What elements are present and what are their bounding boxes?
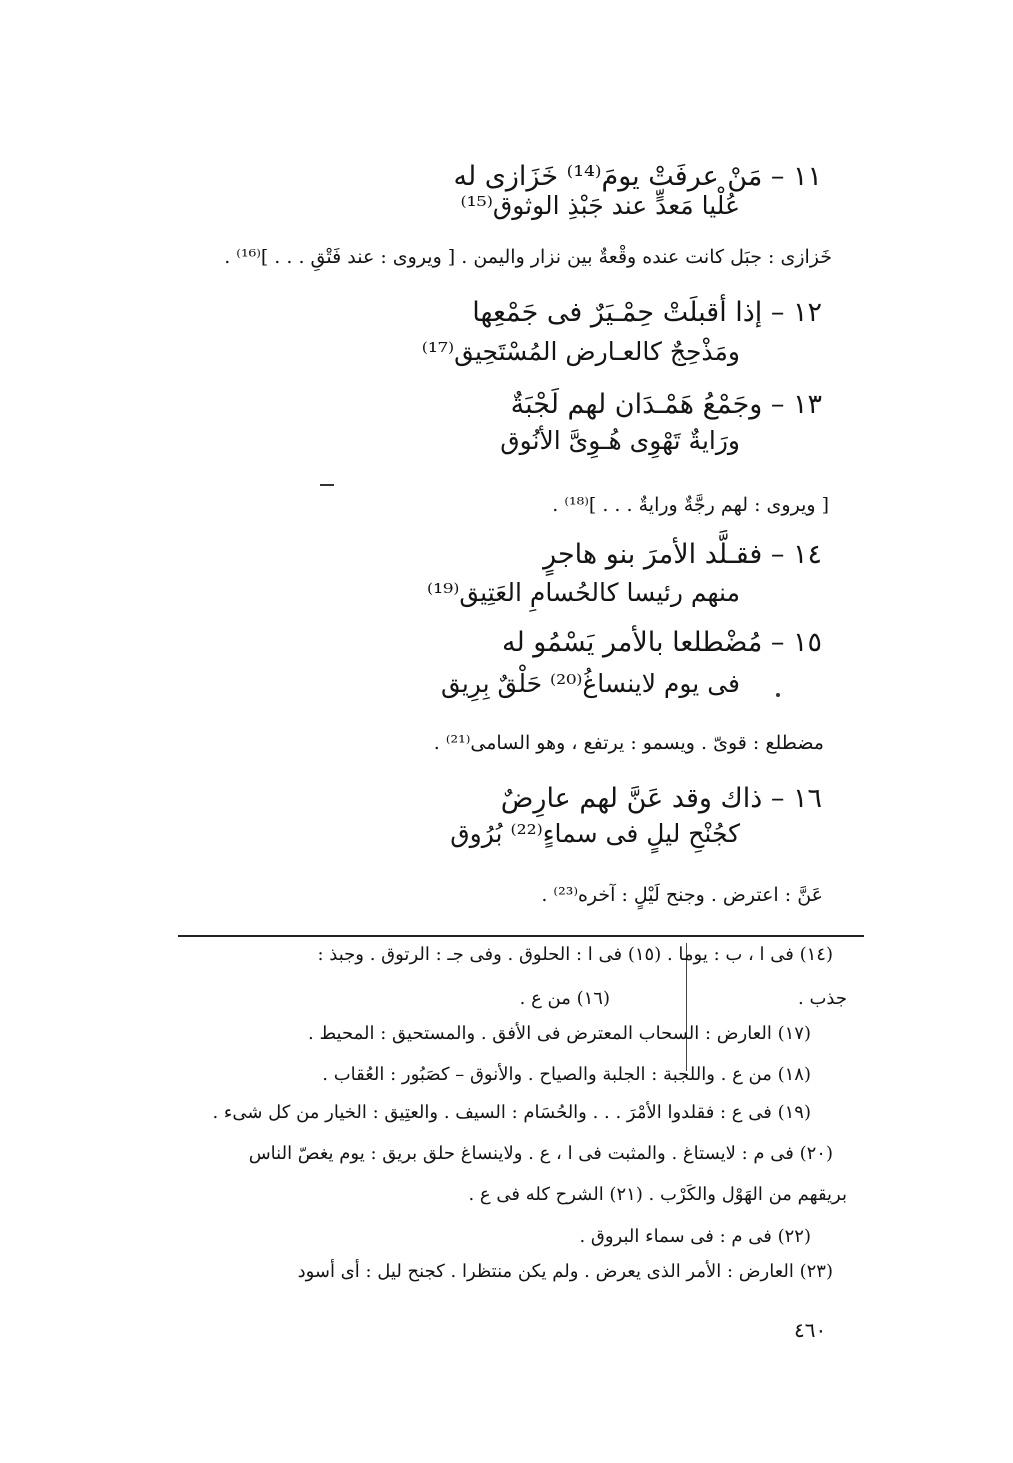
verse-16-line-2: كجُنْحِ ليلٍ فى سماءٍ⁽²²⁾ بُرُوق bbox=[450, 819, 740, 848]
footnote-line: (١٦) من ع . bbox=[519, 988, 610, 1009]
verse-11-line-1: ١١ – مَنْ عرفَتْ يومَ⁽¹⁴⁾ خَزَازى له bbox=[453, 161, 822, 192]
verse-13-line-1: ١٣ – وجَمْعُ هَمْـدَان لهم لَجْبَةٌ bbox=[510, 389, 822, 420]
verse-15-line-1: ١٥ – مُضْطلعا بالأمر يَسْمُو له bbox=[501, 627, 822, 658]
footnote-line: (١٨) من ع . واللجبة : الجلبة والصياح . والأنوق – كصَبُور : العُقاب . bbox=[322, 1064, 811, 1085]
verse-14-line-2: منهم رئيسا كالحُسامِ العَتِيق⁽¹⁹⁾ bbox=[427, 578, 740, 607]
verse-14-line-1: ١٤ – فقـلَّد الأمرَ بنو هاجرٍ bbox=[543, 539, 822, 570]
gloss-line: خَزازى : جبَل كانت عنده وقْعةٌ بين نزار واليمن . [ ويروى : عند فَتْقِ . . . ]⁽¹⁶⁾ . bbox=[224, 246, 832, 268]
verse-12-line-1: ١٢ – إذا أقبلَتْ حِمْـيَرٌ فى جَمْعِها bbox=[472, 297, 822, 328]
stray-dot bbox=[776, 693, 780, 697]
separator-dash bbox=[320, 484, 334, 486]
footnote-line: (١٤) فى ا ، ب : يوما . (١٥) فى ا : الحلوق . وفى جـ : الرتوق . وجبذ : bbox=[317, 944, 833, 965]
footnote-separator bbox=[178, 935, 864, 937]
footnote-line: (٢٣) العارض : الأمر الذى يعرض . ولم يكن منتظرا . كجنح ليل : أى أسود bbox=[297, 1261, 833, 1282]
verse-13-line-2: ورَايةٌ تَهْوِى هُـوِىَّ الأنُوق bbox=[500, 426, 740, 455]
page-number: ٤٦٠ bbox=[794, 1318, 827, 1342]
footnote-line: (١٧) العارض : السحاب المعترض فى الأفق . والمستحيق : المحيط . bbox=[308, 1023, 811, 1044]
footnote-line: (٢٠) فى م : لايستاغ . والمثبت فى ا ، ع . ولاينساغ حلق بريق : يوم يغصّ الناس bbox=[248, 1143, 833, 1164]
footnote-line: جذب . bbox=[798, 988, 847, 1009]
footnote-line: بريقهم من الهَوْل والكَرْب . (٢١) الشرح كله فى ع . bbox=[468, 1184, 847, 1205]
footnote-line: (٢٢) فى م : فى سماء البروق . bbox=[579, 1226, 811, 1247]
verse-11-line-2: عُلْيا مَعدٍّ عند جَبْذِ الوثوق⁽¹⁵⁾ bbox=[460, 191, 740, 220]
verse-16-line-1: ١٦ – ذاك وقد عَنَّ لهم عارِضٌ bbox=[500, 783, 822, 814]
verse-12-line-2: ومَذْحِجٌ كالعـارض المُسْتَحِيق⁽¹⁷⁾ bbox=[421, 337, 740, 366]
gloss-line: مضطلع : قوىّ . ويسمو : يرتفع ، وهو السامى⁽²¹⁾ . bbox=[433, 732, 824, 754]
gloss-line: عَنَّ : اعترض . وجنح لَيْلٍ : آخره⁽²³⁾ . bbox=[541, 884, 823, 906]
gloss-line: [ ويروى : لهم رجَّةٌ ورايةٌ . . . ]⁽¹⁸⁾ . bbox=[552, 494, 829, 516]
footnote-line: (١٩) فى ع : فقلدوا الأمْرَ . . . والحُسَام : السيف . والعتِيق : الخيار من كل شىء . bbox=[212, 1102, 811, 1123]
verse-15-line-2: فى يوم لاينساغُ⁽²⁰⁾ حَلْقٌ بِرِيق bbox=[440, 669, 740, 698]
